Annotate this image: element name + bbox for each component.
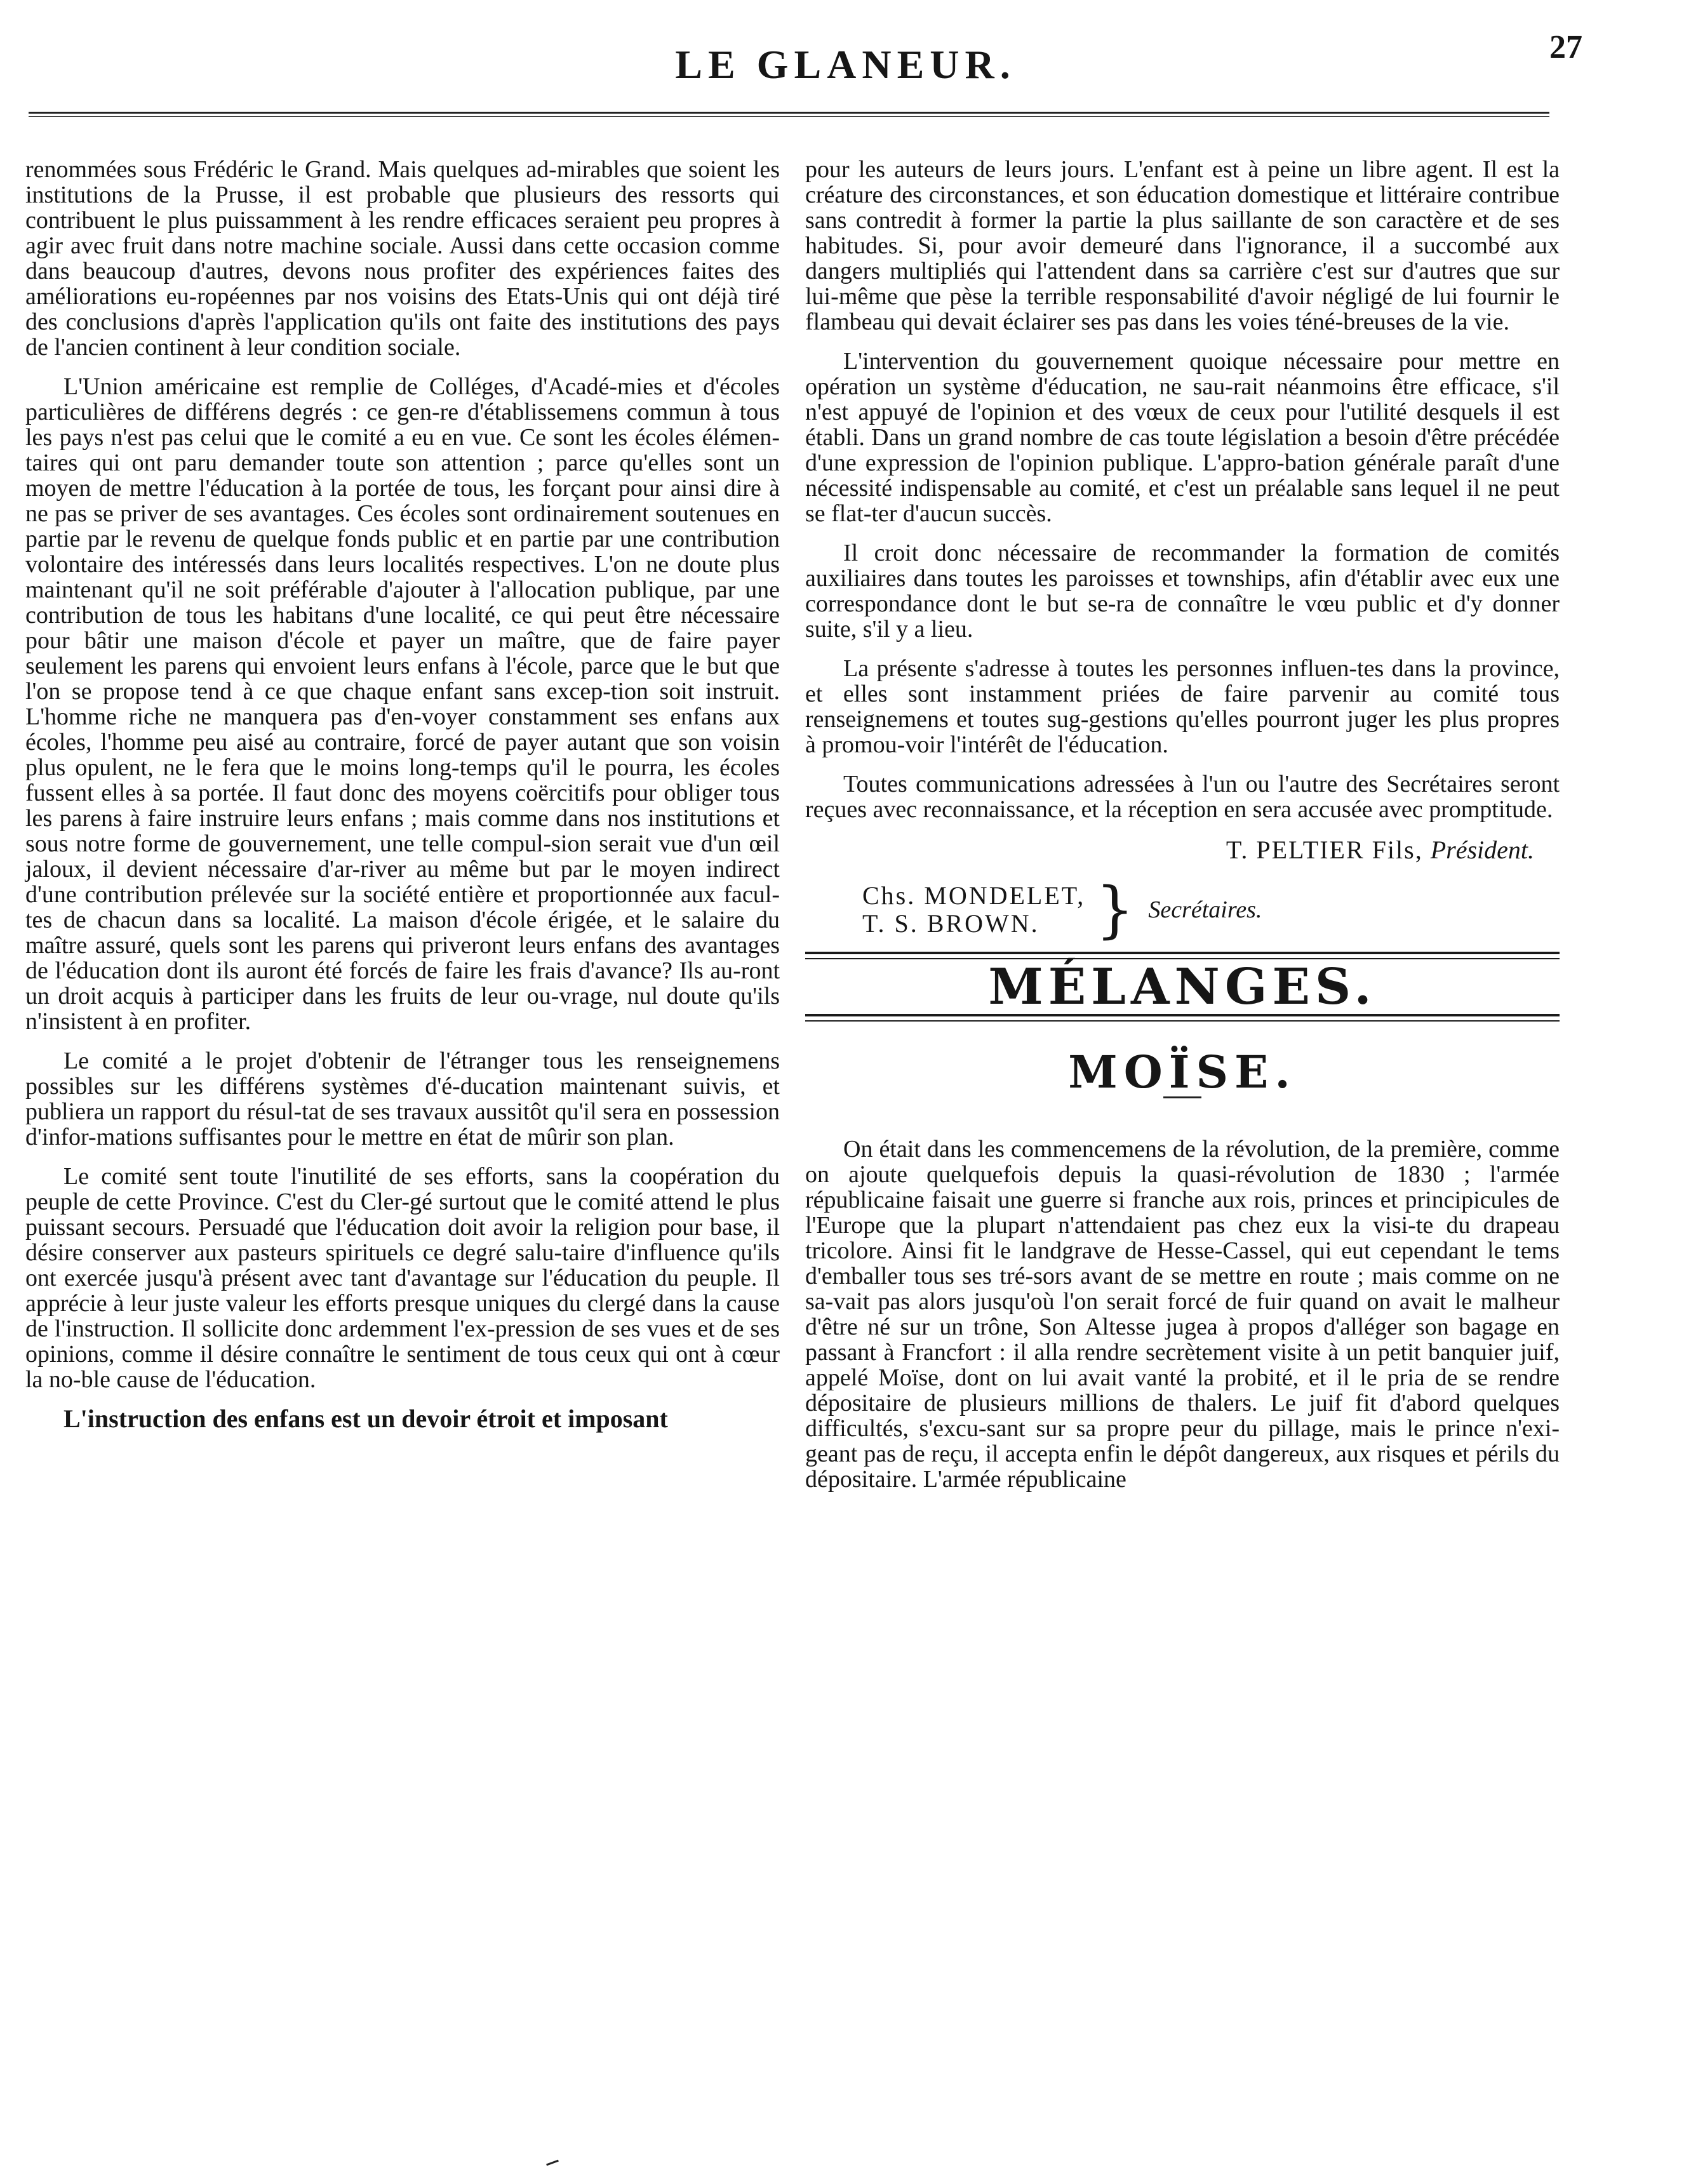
page-number: 27 xyxy=(1549,29,1582,65)
paragraph: On était dans les commencemens de la révolution, de la première, comme on ajoute quelquefois depuis la quasi-révolution de 1830 ; l'armée républicaine faisait une guerre si franche aux rois, princes et principicules de l'Europe que la plupart n'attendaient pas chez eux la visi-te du drapeau tricolore. Ainsi fit le landgrave de Hesse-Cassel, qui eut cependant le tems d'emballer tous ses tré-sors avant de se mettre en route ; mais comme on ne sa-vait pas alors jusqu'où l'on serait forcé de fuir quand on avait le malheur d'être né sur un trône, Son Altesse jugea à propos d'alléger son bagage en passant à Francfort : il alla rendre secrètement visite à un petit banquier juif, appelé Moïse, dont on lui avait vanté la probité, et il le pria de se rendre dépositaire de plusieurs millions de thalers. Le juif fit d'abord quelques difficultés, s'excu-sant sur sa propre peur du pillage, mais le prince n'exi-geant pas de reçu, il accepta enfin le dépôt dangereux, aux risques et périls du dépositaire. L'armée républicaine xyxy=(805,1136,1560,1493)
president-signature xyxy=(805,837,1534,863)
paragraph: L'intervention du gouvernement quoique nécessaire pour mettre en opération un système d'éducation, ne sau-rait néanmoins être efficace, s'il n'est appuyé de l'opinion et des vœux de ceux pour l'utilité desquels il est établi. Dans un grand nombre de cas toute législation a besoin d'être précédée d'une expression de l'opinion publique. L'appro-bation générale paraît d'une nécessité indispensable au comité, et c'est un préalable sans lequel il ne peut se flat-ter d'aucun succès. xyxy=(805,348,1560,527)
brace: } xyxy=(1095,874,1135,945)
president-name: T. PELTIER Fils, xyxy=(1226,836,1423,864)
secretary-names xyxy=(862,882,1085,938)
secretaries-role: Secrétaires. xyxy=(1148,896,1262,923)
president-role: Président. xyxy=(1430,836,1534,864)
secretary-name: T. S. BROWN. xyxy=(862,909,1039,938)
section-heading: MÉLANGES. xyxy=(988,958,1377,1016)
paragraph: Il croit donc nécessaire de recommander la formation de comités auxiliaires dans toutes les paroisses et townships, afin d'établir avec eux une correspondance dont le but se-ra de connaître le vœu public et d'y donner suite, s'il y a lieu. xyxy=(805,540,1560,643)
header-rule xyxy=(29,112,1549,117)
stray-mark xyxy=(546,2160,559,2166)
left-column xyxy=(25,157,780,1446)
paragraph: Le comité sent toute l'inutilité de ses efforts, sans la coopération du peuple de cette Province. C'est du Cler-gé surtout que le comité attend le plus puissant secours. Persuadé que l'éducation doit avoir la religion pour base, il désire conserver aux pasteurs spirituels ce degré salu-taire d'influence qu'ils ont exercée jusqu'à présent avec tant d'avantage sur l'éducation du peuple. Il apprécie à leur juste valeur les efforts presque uniques du clergé dans la cause de l'instruction. Il sollicite donc ardemment l'ex-pression de ses vues et de ses opinions, comme il désire connaître le sentiment de tous ceux qui ont à cœur la no-ble cause de l'éducation. xyxy=(25,1163,780,1393)
paragraph: pour les auteurs de leurs jours. L'enfant est à peine un libre agent. Il est la créature des circonstances, et son éducation domestique et littéraire contribue sans contredit à former la partie la plus saillante de son caractère et de ses habitudes. Si, pour avoir demeuré dans l'ignorance, il a succombé aux dangers multipliés qui l'attendent dans sa carrière c'est sur d'autres que sur lui-même que pèse la terrible responsabilité d'avoir négligé de lui fournir le flambeau qui devait éclairer ses pas dans les voies téné-breuses de la vie. xyxy=(805,156,1560,335)
paragraph: L'instruction des enfans est un devoir étroit et imposant xyxy=(63,1404,668,1433)
paragraph: L'Union américaine est remplie de Colléges, d'Acadé-mies et d'écoles particulières de différens degrés : ce gen-re d'établissemens commun à tous les pays n'est pas celui que le comité a eu en vue. Ce sont les écoles élémen-taires qui ont paru demander toute son attention ; parce qu'elles sont un moyen de mettre l'éducation à la portée de tous, les forçant pour ainsi dire à ne pas se priver de ses avantages. Ces écoles sont ordinairement soutenues en partie par le revenu de quelque fonds public et en partie par une contribution volontaire des intéressés dans leurs localités respectives. L'on ne doute plus maintenant qu'il ne soit préférable d'ajouter à l'allocation publique, par une contribution de tous les habitans d'une localité, ce qui peut être nécessaire pour bâtir une maison d'école et payer un maître, que de faire payer seulement les parens qui envoient leurs enfans à l'école, parce que le but que l'on se propose tend à ce que chaque enfant sans excep-tion soit instruit. L'homme riche ne manquera pas d'en-voyer constamment ses enfans aux écoles, l'homme peu aisé au contraire, forcé de payer autant que son voisin plus opulent, ne le fera que le moins long-temps qu'il le pourra, les écoles fussent elles à sa portée. Il faut donc des moyens coërcitifs pour obliger tous les parens à faire instruire leurs enfans ; mais comme dans nos institutions et sous notre forme de gouvernement, une telle compul-sion serait vue d'un œil jaloux, il devient nécessaire d'ar-river au même but par le moyen indirect d'une contribution prélevée sur la société entière et proportionnée aux facul-tes de chacun dans sa localité. La maison d'école érigée, et le salaire du maître assuré, quels sont les parens qui priveront leurs enfans des avantages de l'éducation dont ils auront été forcés de faire les frais d'avance? Ils au-ront un droit acquis à participer dans les fruits de leur ou-vrage, nul doute qu'ils n'insistent à en profiter. xyxy=(25,373,780,1035)
page-title: LE GLANEUR. xyxy=(675,42,1016,87)
paragraph: La présente s'adresse à toutes les personnes influen-tes dans la province, et elles sont instamment priées de faire parvenir au comité tous renseignemens et toutes sug-gestions qu'elles pourront juger les plus propres à promou-voir l'intérêt de l'éducation. xyxy=(805,655,1560,758)
secretaries-block xyxy=(862,874,1560,945)
paragraph: Toutes communications adressées à l'un ou l'autre des Secrétaires seront reçues avec reconnaissance, et la réception en sera accusée avec promptitude. xyxy=(805,771,1560,823)
paragraph: Le comité a le projet d'obtenir de l'étranger tous les renseignemens possibles sur les différens systèmes d'é-ducation maintenant suivis, et publiera un rapport du résul-tat de ses travaux aussitôt qu'il sera en possession d'infor-mations suffisantes pour le mettre en état de mûrir son plan. xyxy=(25,1048,780,1150)
right-column xyxy=(805,157,1560,1506)
paragraph: renommées sous Frédéric le Grand. Mais quelques ad-mirables que soient les institutions de la Prusse, il est probable que plusieurs des ressorts qui contribuent le plus puissamment à les rendre efficaces seraient peu propres à agir avec fruit dans notre machine sociale. Aussi dans cette occasion comme dans beaucoup d'autres, devons nous profiter des expériences faites des améliorations eu-ropéennes par nos voisins des Etats-Unis qui ont déjà tiré des conclusions d'après l'application qu'ils ont faite des institutions des pays de l'ancien continent à leur condition sociale. xyxy=(25,156,780,361)
article-title: MOÏSE. xyxy=(1068,1046,1297,1098)
secretary-name: Chs. MONDELET, xyxy=(862,881,1086,910)
